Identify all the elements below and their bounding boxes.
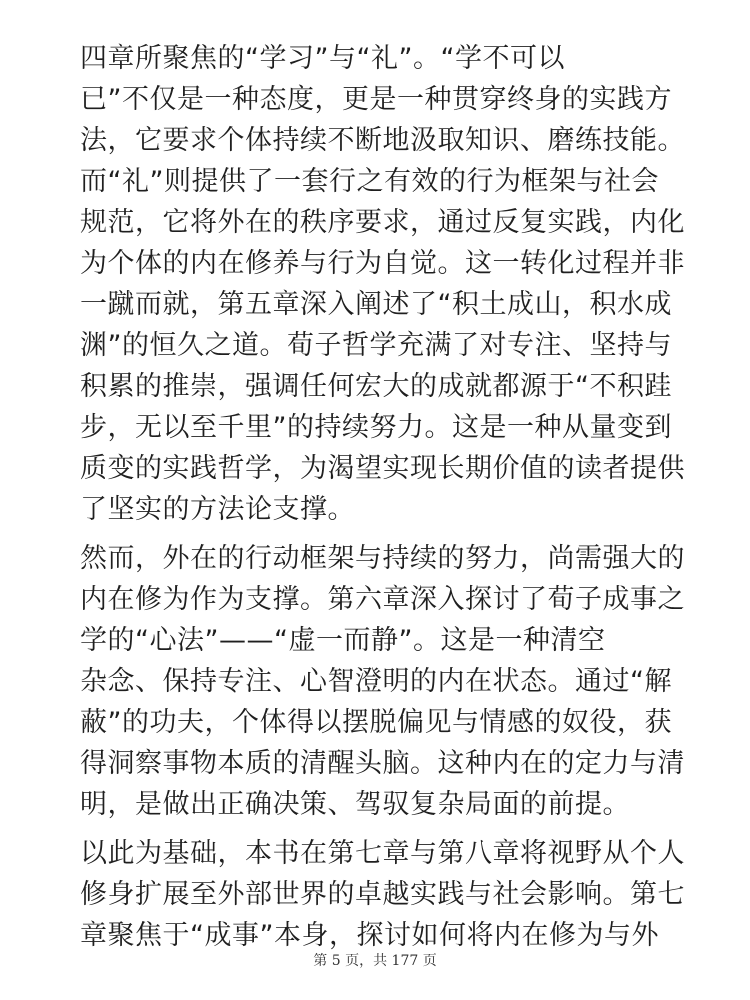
text-line: 章聚焦于“成事”本身，探讨如何将内在修为与外 bbox=[80, 920, 659, 951]
paragraph-3 bbox=[80, 833, 685, 956]
text-line: 规范，它将外在的秩序要求，通过反复实践，内化 bbox=[80, 207, 685, 238]
text-line: 而“礼”则提供了一套行之有效的行为框架与社会 bbox=[80, 166, 659, 197]
text-line: 内在修为作为支撑。第六章深入探讨了荀子成事之 bbox=[80, 584, 685, 615]
text-line: 明，是做出正确决策、驾驭复杂局面的前提。 bbox=[80, 789, 630, 820]
text-line: 然而，外在的行动框架与持续的努力，尚需强大的 bbox=[80, 543, 685, 574]
text-line: 四章所聚焦的“学习”与“礼”。“学不可以 bbox=[80, 43, 565, 74]
text-line: 了坚实的方法论支撑。 bbox=[80, 494, 355, 525]
text-line: 质变的实践哲学，为渴望实现长期价值的读者提供 bbox=[80, 453, 685, 484]
text-line: 修身扩展至外部世界的卓越实践与社会影响。第七 bbox=[80, 879, 685, 910]
text-line: 学的“心法”——“虚一而静”。这是一种清空 bbox=[80, 625, 606, 656]
text-line: 法，它要求个体持续不断地汲取知识、磨练技能。 bbox=[80, 125, 685, 156]
text-line: 渊”的恒久之道。荀子哲学充满了对专注、坚持与 bbox=[80, 330, 672, 361]
page-number-footer: 第 5 页，共 177 页 bbox=[313, 953, 437, 969]
paragraph-2 bbox=[80, 538, 685, 825]
text-line: 为个体的内在修养与行为自觉。这一转化过程并非 bbox=[80, 248, 685, 279]
text-line: 已”不仅是一种态度，更是一种贯穿终身的实践方 bbox=[80, 84, 672, 115]
text-line: 以此为基础，本书在第七章与第八章将视野从个人 bbox=[80, 838, 685, 869]
text-line: 一蹴而就，第五章深入阐述了“积土成山，积水成 bbox=[80, 289, 672, 320]
document-body bbox=[80, 38, 685, 964]
paragraph-1 bbox=[80, 38, 685, 530]
text-line: 杂念、保持专注、心智澄明的内在状态。通过“解 bbox=[80, 666, 672, 697]
text-line: 得洞察事物本质的清醒头脑。这种内在的定力与清 bbox=[80, 748, 685, 779]
text-line: 蔽”的功夫，个体得以摆脱偏见与情感的奴役，获 bbox=[80, 707, 672, 738]
text-line: 步，无以至千里”的持续努力。这是一种从量变到 bbox=[80, 412, 672, 443]
text-line: 积累的推崇，强调任何宏大的成就都源于“不积跬 bbox=[80, 371, 672, 402]
